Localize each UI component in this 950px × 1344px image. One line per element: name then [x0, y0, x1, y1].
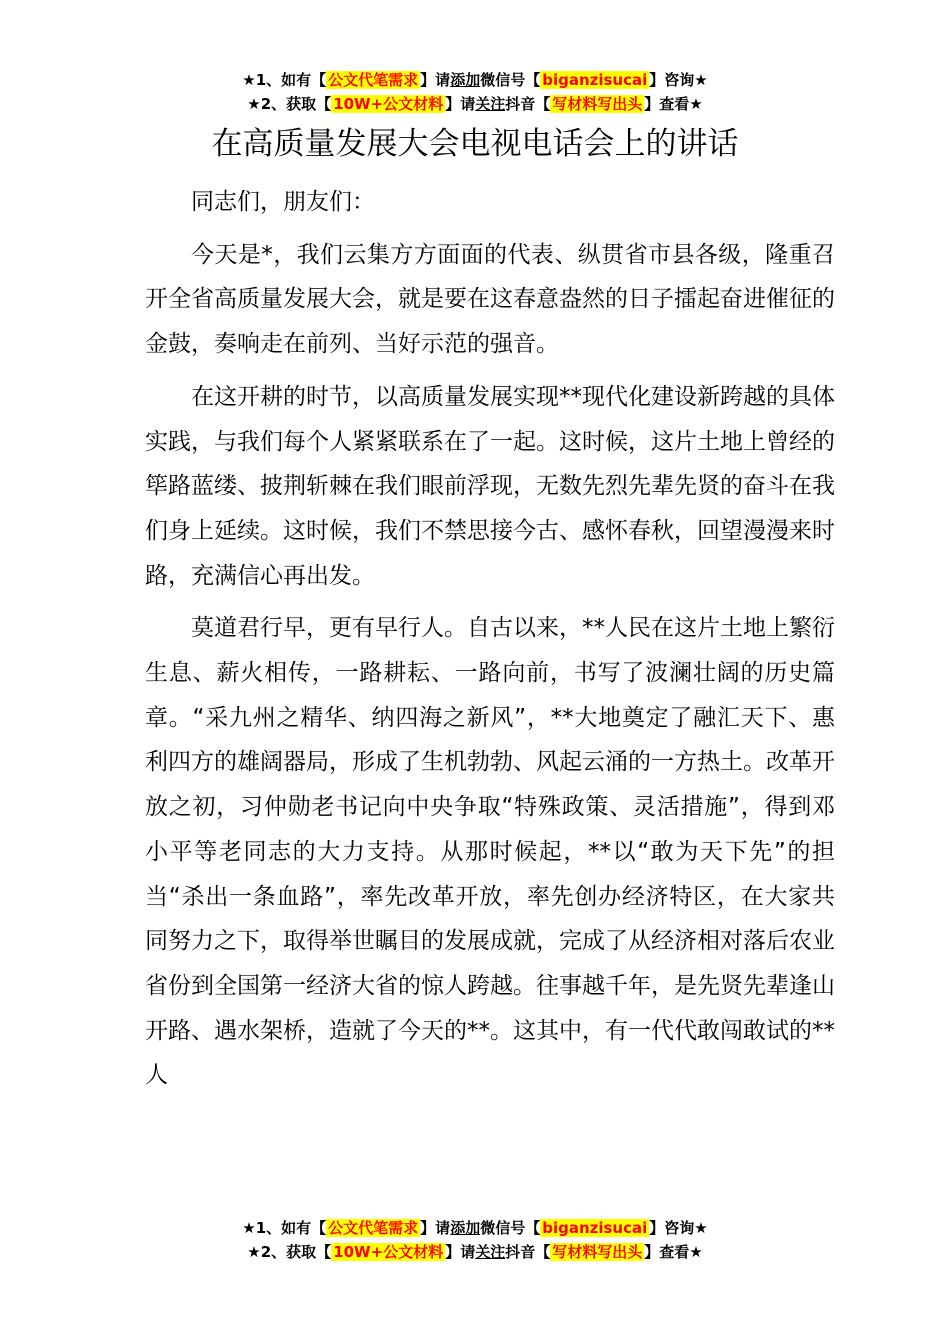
- paragraph-2: 在这开耕的时节，以高质量发展实现**现代化建设新跨越的具体实践，与我们每个人紧紧联系在了一起。这时候，这片土地上曾经的筚路蓝缕、披荆斩棘在我们眼前浮现，无数先烈先辈先贤的奋斗在我们身上延续。这时候，我们不禁思接今古、感怀春秋，回望漫漫来时路，充满信心再出发。: [145, 383, 835, 589]
- promo-highlight: biganzisucai: [542, 1219, 648, 1237]
- promo-highlight: 10W+公文材料: [333, 95, 444, 113]
- promo-line-2: [0, 92, 950, 116]
- promo-highlight: 写材料写出头: [552, 1243, 643, 1261]
- promo-highlight: 写材料写出头: [552, 95, 643, 113]
- promo-text: 】查看★: [644, 95, 703, 113]
- promo-text: 抖音【: [505, 1243, 551, 1261]
- promo-underline: 关注: [475, 95, 506, 113]
- promo-text: 】请: [420, 71, 451, 89]
- paragraph-1: 今天是*，我们云集方方面面的代表、纵贯省市县各级，隆重召开全省高质量发展大会，就是要在这春意盎然的日子擂起奋进催征的金鼓，奏响走在前列、当好示范的强音。: [145, 241, 835, 358]
- promo-text: 】查看★: [644, 1243, 703, 1261]
- promo-text: ★1、如有【: [242, 1219, 327, 1237]
- document-body: [145, 180, 835, 1098]
- promo-text: ★2、获取【: [247, 95, 332, 113]
- promo-highlight: 公文代笔需求: [328, 71, 419, 89]
- paragraph-3: 莫道君行早，更有早行人。自古以来，**人民在这片土地上繁衍生息、薪火相传，一路耕耘、一路向前，书写了波澜壮阔的历史篇章。“采九州之精华、纳四海之新风”，**大地奠定了融汇天下、惠利四方的雄阔器局，形成了生机勃勃、风起云涌的一方热土。改革开放之初，习仲勋老书记向中央争取“特殊政策、灵活措施”，得到邓小平等老同志的大力支持。从那时候起，**以“敢为天下先”的担当“杀出一条血路”，率先改革开放，率先创办经济特区，在大家共同努力之下，取得举世瞩目的发展成就，完成了从经济相对落后农业省份到全国第一经济大省的惊人跨越。往事越千年，是先贤先辈逢山开路、遇水架桥，造就了今天的**。这其中，有一代代敢闯敢试的**人: [145, 615, 835, 1089]
- promo-highlight: 公文代笔需求: [328, 1219, 419, 1237]
- promo-text: ★1、如有【: [242, 71, 327, 89]
- promo-underline: 添加: [450, 71, 481, 89]
- promo-text: ★2、获取【: [247, 1243, 332, 1261]
- promo-line-2: [0, 1240, 950, 1264]
- salutation: 同志们，朋友们：: [191, 189, 375, 215]
- promo-text: 抖音【: [505, 95, 551, 113]
- promo-highlight: biganzisucai: [542, 71, 648, 89]
- promo-text: 】请: [445, 1243, 476, 1261]
- header-promo-banner: [0, 68, 950, 116]
- promo-text: 】请: [445, 95, 476, 113]
- promo-highlight: 10W+公文材料: [333, 1243, 444, 1261]
- promo-underline: 添加: [450, 1219, 481, 1237]
- promo-line-1: [0, 68, 950, 92]
- document-title: 在高质量发展大会电视电话会上的讲话: [211, 126, 739, 162]
- promo-text: 】咨询★: [649, 1219, 708, 1237]
- promo-text: 微信号【: [480, 1219, 541, 1237]
- promo-line-1: [0, 1216, 950, 1240]
- promo-underline: 关注: [475, 1243, 506, 1261]
- promo-text: 】咨询★: [649, 71, 708, 89]
- promo-text: 微信号【: [480, 71, 541, 89]
- footer-promo-banner: [0, 1216, 950, 1264]
- promo-text: 】请: [420, 1219, 451, 1237]
